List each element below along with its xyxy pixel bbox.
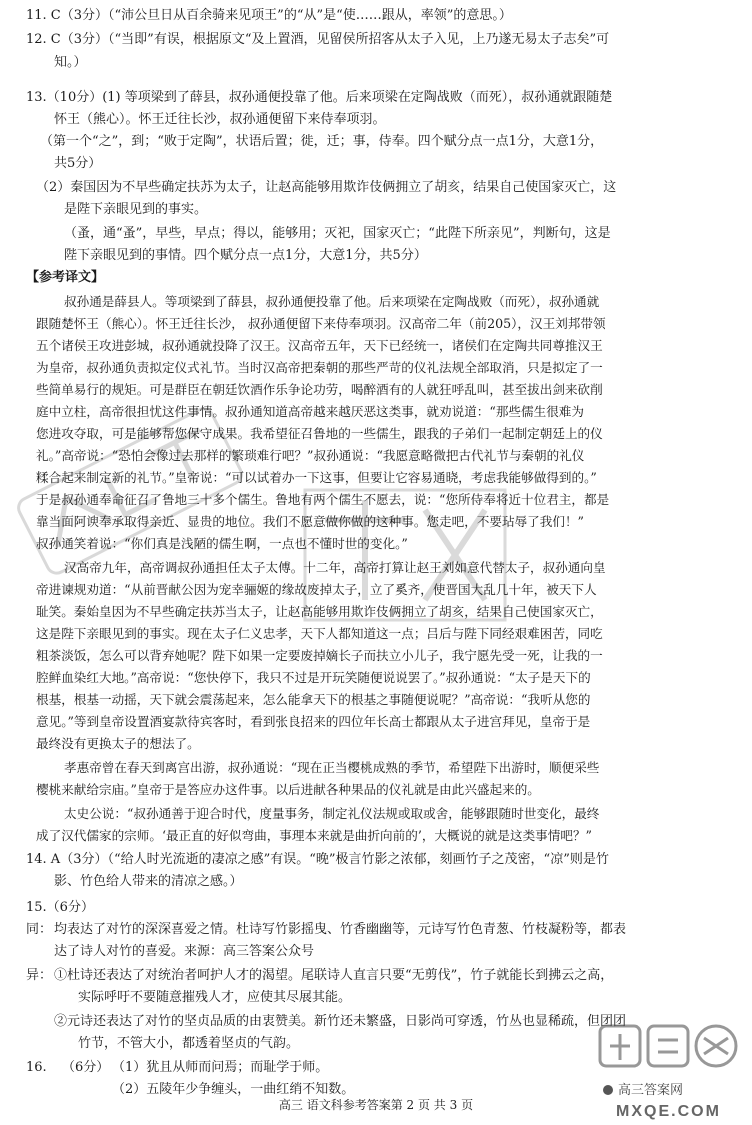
translation-line: 耻笑。秦始皇因为不早些确定扶苏当太子，让赵高能够用欺诈伎俩拥立了胡亥，结果自己使国家灭亡， <box>36 604 603 619</box>
q15-title: 15.（6分） <box>26 900 94 915</box>
q13-line: （第一个“之”，到；“败于定陶”，状语后置；徙，迁；事，侍奉。四个赋分点一点1分，大意1分， <box>40 134 604 149</box>
translation-heading: 【参考译文】 <box>26 270 105 285</box>
translation-line: 孝惠帝曾在春天到离宫出游，叔孙通说：“现在正当樱桃成熟的季节，希望陛下出游时，顺便采些 <box>64 760 600 775</box>
translation-line: 叔孙通笑着说：“你们真是浅陋的儒生啊，一点也不懂时世的变化。” <box>36 536 408 551</box>
translation-line: 粗茶淡饭，怎么可以背弃她呢？陛下如果一定要废掉嫡长子而扶立小儿子，我宁愿先受一死，让我的一 <box>36 648 603 663</box>
translation-line: 为皇帝，叔孙通负责拟定仪式礼节。当时汉高帝把秦朝的那些严苛的仪礼法规全部取消，只是拟定了一 <box>36 360 603 375</box>
translation-line: 成了汉代儒家的宗师。‘最正直的好似弯曲，事理本来就是曲折向前的’，大概说的就是这类事情吧？” <box>36 828 592 843</box>
logo-domain: MXQE.COM <box>616 1103 721 1120</box>
q13-line: 是陛下亲眼见到的事实。 <box>64 202 208 217</box>
logo-subtitle: 高三答案网 <box>618 1082 684 1097</box>
translation-line: 太史公说：“叔孙通善于迎合时代，度量事务，制定礼仪法规或取或舍，能够跟随时世变化，最终 <box>64 806 600 821</box>
q15-same-line: 均表达了对竹的深深喜爱之情。杜诗写竹影摇曳、竹香幽幽等，元诗写竹色青葱、竹枝凝粉等，都表 <box>54 922 627 937</box>
translation-line: 樱桃来献给宗庙。”皇帝于是答应办这件事。以后进献各种果品的仪礼就是由此兴盛起来的。 <box>36 782 540 797</box>
translation-line: 腔鲜血染红大地。”高帝说：“您快停下，我只不过是开玩笑随便说说罢了。”叔孙通说：“太子是天下的 <box>36 670 591 685</box>
translation-line: 靠当面阿谀奉承取得亲近、显贵的地位。我们不愿意做你做的这种事。您走吧，不要玷辱了我们！” <box>36 514 584 529</box>
q15-diff-line: 竹节，不管大小，都透着坚贞的气韵。 <box>78 1036 300 1051</box>
translation-line: 礼。”高帝说：“恐怕会像过去那样的繁琐难行吧？”叔孙通说：“我愿意略微把古代礼节与秦朝的礼仪 <box>36 448 585 463</box>
q13-line: 13.（10分）(1) 等项梁到了薛县，叔孙通便投靠了他。后来项梁在定陶战败（而死），叔孙通就跟随楚 <box>26 90 613 105</box>
q13-line: 陛下亲眼见到的事情。四个赋分点一点1分，大意1分，共5分） <box>64 248 427 263</box>
q14-line: 14. A（3分）（“给人时光流逝的凄凉之感”有误。“晚”极言竹影之浓郁，刻画竹子之茂密，“凉”则是竹 <box>26 852 609 867</box>
q15-diff-label: 异： <box>26 968 53 983</box>
q12-line-2: 知。） <box>54 55 87 70</box>
q11-line: 11. C（3分）（“沛公旦日从百余骑来见项王”的“从”是“使……跟从，率领”的意思。） <box>26 8 512 23</box>
q13-line: 怀王（熊心）。怀王迁往长沙，叔孙通便留下来侍奉项羽。 <box>54 112 386 127</box>
site-logo <box>596 1020 746 1120</box>
translation-line: 意见。”等到皇帝设置酒宴款待宾客时，看到张良招来的四位年长高士都跟从太子进宫拜见，皇帝于是 <box>36 714 591 729</box>
translation-line: 糅合起来制定新的礼节。”皇帝说：“可以试着办一下这事，但要让它容易通晓，考虑我能够做得到的。” <box>36 470 597 485</box>
page-footer: 高三 语文科参考答案第 2 页 共 3 页 <box>278 1098 474 1112</box>
translation-line: 最终没有更换太子的想法了。 <box>36 736 200 751</box>
q16-answer-1: （1）犹且从师而问焉；而耻学于师。 <box>112 1060 329 1075</box>
translation-line: 庭中立柱，高帝很担忧这件事情。叔孙通知道高帝越来越厌恶这类事，就劝说道：“那些儒生很难为 <box>36 404 584 419</box>
q12-line-1: 12. C（3分）（“当即”有误，根据原文“及上置酒，见留侯所招客从太子入见，上乃遂无易太子志矣”可 <box>26 32 610 47</box>
translation-line: 叔孙通是薛县人。等项梁到了薛县，叔孙通便投靠了他。后来项梁在定陶战败（而死），叔孙通就 <box>64 294 600 309</box>
q15-diff-line: ②元诗还表达了对竹的坚贞品质的由衷赞美。新竹还未繁盛，日影尚可穿透，竹丛也显稀疏，但团团 <box>54 1014 627 1029</box>
q13-line: （2）秦国因为不早些确定扶苏为太子，让赵高能够用欺诈伎俩拥立了胡亥，结果自己使国家灭亡，这 <box>36 180 617 195</box>
translation-line: 帝进谏规劝道：“从前晋献公因为宠幸骊姬的缘故废掉太子，立了奚齐，使晋国大乱几十年，被天下人 <box>36 582 597 597</box>
translation-line: 汉高帝九年，高帝调叔孙通担任太子太傅。十二年，高帝打算让赵王刘如意代替太子，叔孙通向皇 <box>64 560 606 575</box>
translation-line: 于是叔孙通奉命征召了鲁地三十多个儒生。鲁地有两个儒生不愿去，说：“您所侍奉将近十位君主，都是 <box>36 492 610 507</box>
q16-title: 16. <box>26 1060 47 1075</box>
q13-line: （蚤，通“蚤”，早些，早点；得以，能够用；灭祀，国家灭亡；“此陛下所亲见”，判断句，这是 <box>64 226 611 241</box>
translation-line: 根基，根基一动摇，天下就会震荡起来，怎么能拿天下的根基之事随便说呢？”高帝说：“我听从您的 <box>36 692 591 707</box>
q14-line: 影、竹色给人带来的清凉之感。） <box>54 874 243 889</box>
q15-diff-line: 实际呼吁不要随意摧残人才，应使其尽展其能。 <box>78 990 352 1005</box>
translation-line: 五个诸侯王攻进彭城，叔孙通就投降了汉王。汉高帝五年，天下已经统一，诸侯们在定陶共同尊推汉王 <box>36 338 603 353</box>
translation-line: 这是陛下亲眼见到的事实。现在太子仁义忠孝，天下人都知道这一点；吕后与陛下同经艰难困苦，同吃 <box>36 626 603 641</box>
q15-same-label: 同： <box>26 922 53 937</box>
translation-line: 些简单易行的规矩。可是群臣在朝廷饮酒作乐争论功劳，喝醉酒有的人就狂呼乱叫，甚至拔出剑来砍削 <box>36 382 603 397</box>
translation-line: 跟随楚怀王（熊心）。怀王迁往长沙， 叔孙通便留下来侍奉项羽。汉高帝二年（前205），汉王刘邦带领 <box>36 316 606 331</box>
q15-diff-line: ①杜诗还表达了对统治者呵护人才的渴望。尾联诗人直言只要“无剪伐”，竹子就能长到拂云之高， <box>54 968 614 983</box>
translation-line: 您进攻夺取，可是能够帮您保守成果。我希望征召鲁地的一些儒生，跟我的子弟们一起制定朝廷上的仪 <box>36 426 603 441</box>
watermark-stamp <box>285 460 525 640</box>
q15-same-line: 达了诗人对竹的喜爱。来源：高三答案公众号 <box>54 944 315 959</box>
q13-line: 共5分） <box>54 156 102 171</box>
q16-answer-2: （2）五陵年少争缠头，一曲红绡不知数。 <box>112 1082 355 1097</box>
q16-score: （6分） <box>62 1060 110 1075</box>
